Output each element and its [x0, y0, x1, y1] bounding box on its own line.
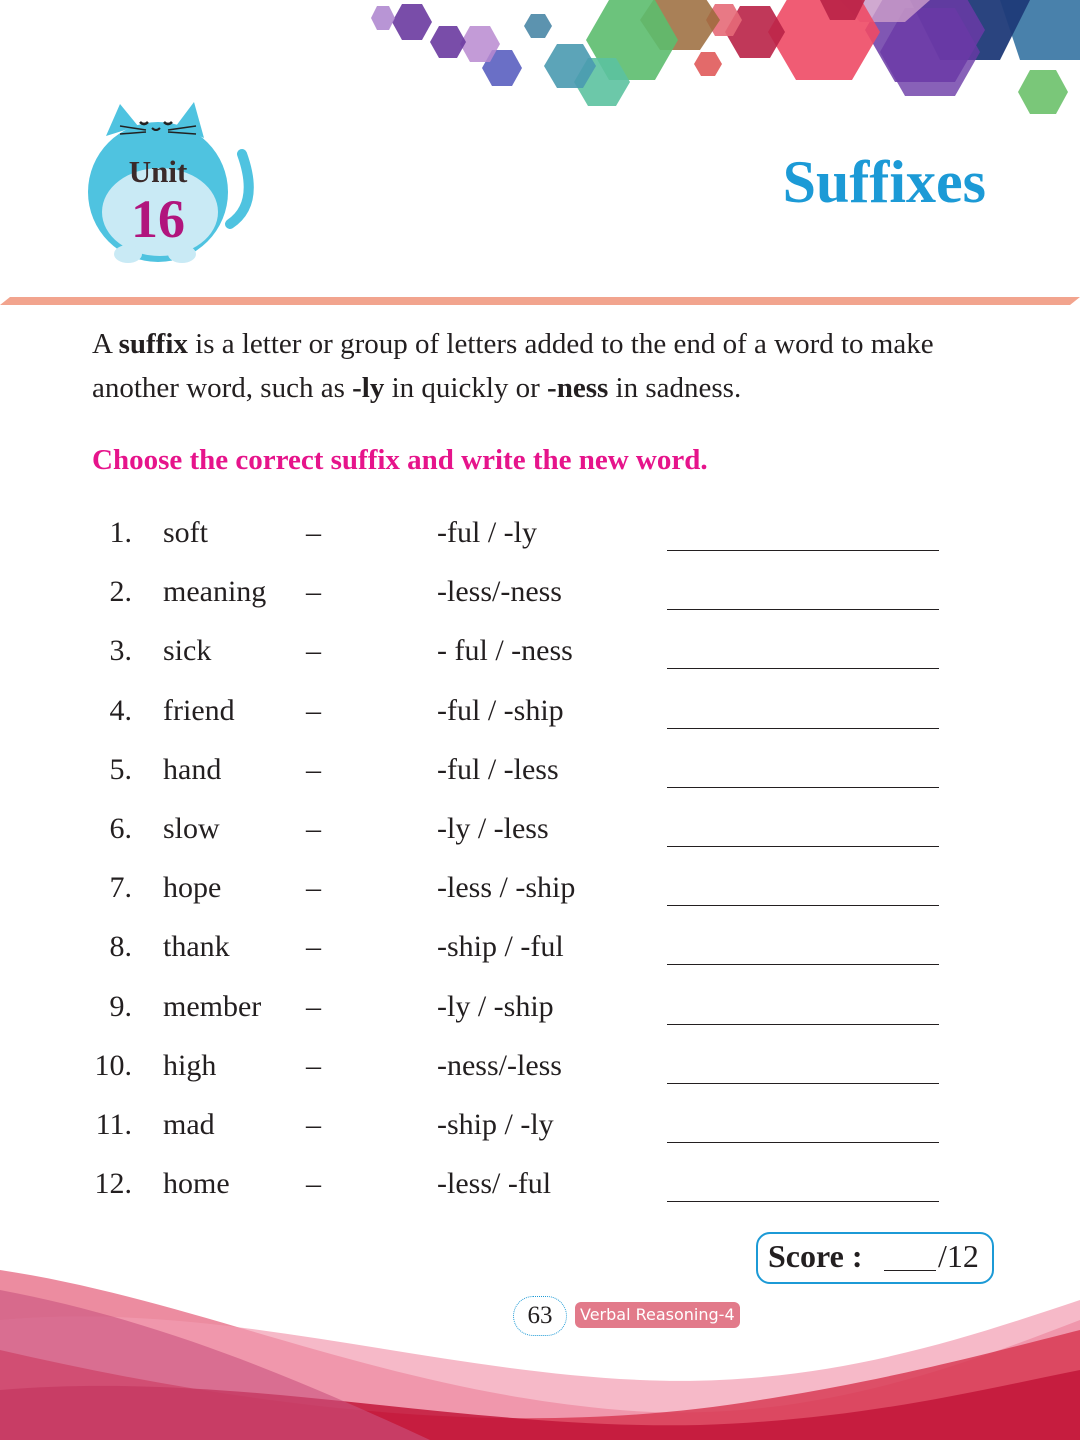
exercise-dash: – — [306, 930, 321, 964]
exercise-row — [0, 1098, 1080, 1157]
exercise-dash: – — [306, 752, 321, 786]
suffix-options: -less/ -ful — [437, 1167, 552, 1201]
suffix-options: -less/-ness — [437, 575, 562, 609]
suffix-options: -ship / -ful — [437, 930, 564, 964]
exercise-word: sick — [163, 634, 212, 668]
exercise-number: 10. — [94, 1048, 132, 1082]
intro-text: is a letter or group of letters added to the end of a word to make another word, such as — [92, 328, 934, 404]
suffix-options: -ful / -ship — [437, 693, 564, 727]
definition-paragraph — [92, 322, 1012, 410]
intro-text: in quickly or — [384, 372, 548, 404]
exercise-number: 7. — [109, 871, 132, 905]
exercise-row — [0, 506, 1080, 565]
exercise-word: mad — [163, 1107, 215, 1141]
exercise-dash: – — [306, 989, 321, 1023]
exercise-number: 4. — [109, 693, 132, 727]
exercise-number: 8. — [109, 930, 132, 964]
exercise-list — [0, 506, 1080, 1216]
exercise-row — [0, 861, 1080, 920]
intro-text: A — [92, 328, 119, 360]
answer-blank[interactable] — [667, 668, 939, 669]
exercise-row — [0, 743, 1080, 802]
instruction: Choose the correct suffix and write the new word. — [92, 444, 708, 476]
exercise-row — [0, 684, 1080, 743]
exercise-word: hope — [163, 871, 222, 905]
exercise-number: 11. — [95, 1107, 132, 1141]
exercise-dash: – — [306, 871, 321, 905]
suffix-options: - ful / -ness — [437, 634, 573, 668]
suffix-options: -ly / -less — [437, 811, 549, 845]
exercise-dash: – — [306, 575, 321, 609]
answer-blank[interactable] — [667, 1024, 939, 1025]
exercise-word: meaning — [163, 575, 267, 609]
exercise-number: 1. — [109, 516, 132, 549]
exercise-row — [0, 624, 1080, 683]
suffix-options: -less / -ship — [437, 871, 576, 905]
score-total: /12 — [938, 1238, 979, 1274]
answer-blank[interactable] — [667, 905, 939, 906]
term-suffix: suffix — [118, 328, 188, 360]
score-box — [756, 1232, 994, 1284]
answer-blank[interactable] — [667, 1201, 939, 1202]
book-title-tag: Verbal Reasoning-4 — [575, 1302, 740, 1328]
example-suffix: -ly — [352, 372, 385, 404]
answer-blank[interactable] — [667, 609, 939, 610]
exercise-number: 9. — [109, 989, 132, 1023]
exercise-number: 12. — [94, 1167, 132, 1201]
exercise-dash: – — [306, 811, 321, 845]
answer-blank[interactable] — [667, 1142, 939, 1143]
exercise-number: 3. — [109, 634, 132, 668]
exercise-word: hand — [163, 752, 222, 786]
intro-text: in sadness. — [608, 372, 742, 404]
page-number: 63 — [513, 1296, 567, 1336]
exercise-word: soft — [163, 516, 208, 549]
page-title: Suffixes — [782, 149, 986, 215]
exercise-number: 6. — [109, 811, 132, 845]
exercise-row — [0, 1039, 1080, 1098]
suffix-options: -ful / -ly — [437, 516, 537, 549]
unit-number: 16 — [131, 189, 185, 249]
suffix-options: -ship / -ly — [437, 1107, 554, 1141]
exercise-word: friend — [163, 693, 235, 727]
exercise-dash: – — [306, 1048, 321, 1082]
exercise-number: 2. — [109, 575, 132, 609]
answer-blank[interactable] — [667, 728, 939, 729]
exercise-dash: – — [306, 516, 321, 549]
example-suffix: -ness — [547, 372, 609, 404]
exercise-dash: – — [306, 1167, 321, 1201]
answer-blank[interactable] — [667, 1083, 939, 1084]
exercise-row — [0, 565, 1080, 624]
suffix-options: -ly / -ship — [437, 989, 554, 1023]
exercise-dash: – — [306, 634, 321, 668]
unit-label: Unit — [128, 154, 188, 189]
answer-blank[interactable] — [667, 846, 939, 847]
wave-decoration — [0, 1260, 1080, 1440]
exercise-word: thank — [163, 930, 230, 964]
exercise-number: 5. — [109, 752, 132, 786]
exercise-row — [0, 980, 1080, 1039]
exercise-word: member — [163, 989, 262, 1023]
suffix-options: -ful / -less — [437, 752, 559, 786]
answer-blank[interactable] — [667, 550, 939, 551]
score-label: Score : — [768, 1238, 863, 1274]
exercise-row — [0, 920, 1080, 979]
exercise-word: home — [163, 1167, 230, 1201]
exercise-word: high — [163, 1048, 217, 1082]
suffix-options: -ness/-less — [437, 1048, 562, 1082]
exercise-dash: – — [306, 693, 321, 727]
exercise-row — [0, 1157, 1080, 1216]
exercise-dash: – — [306, 1107, 321, 1141]
score-blank[interactable] — [884, 1270, 936, 1271]
exercise-word: slow — [163, 811, 220, 845]
answer-blank[interactable] — [667, 787, 939, 788]
title-divider — [0, 297, 1080, 305]
answer-blank[interactable] — [667, 964, 939, 965]
exercise-row — [0, 802, 1080, 861]
